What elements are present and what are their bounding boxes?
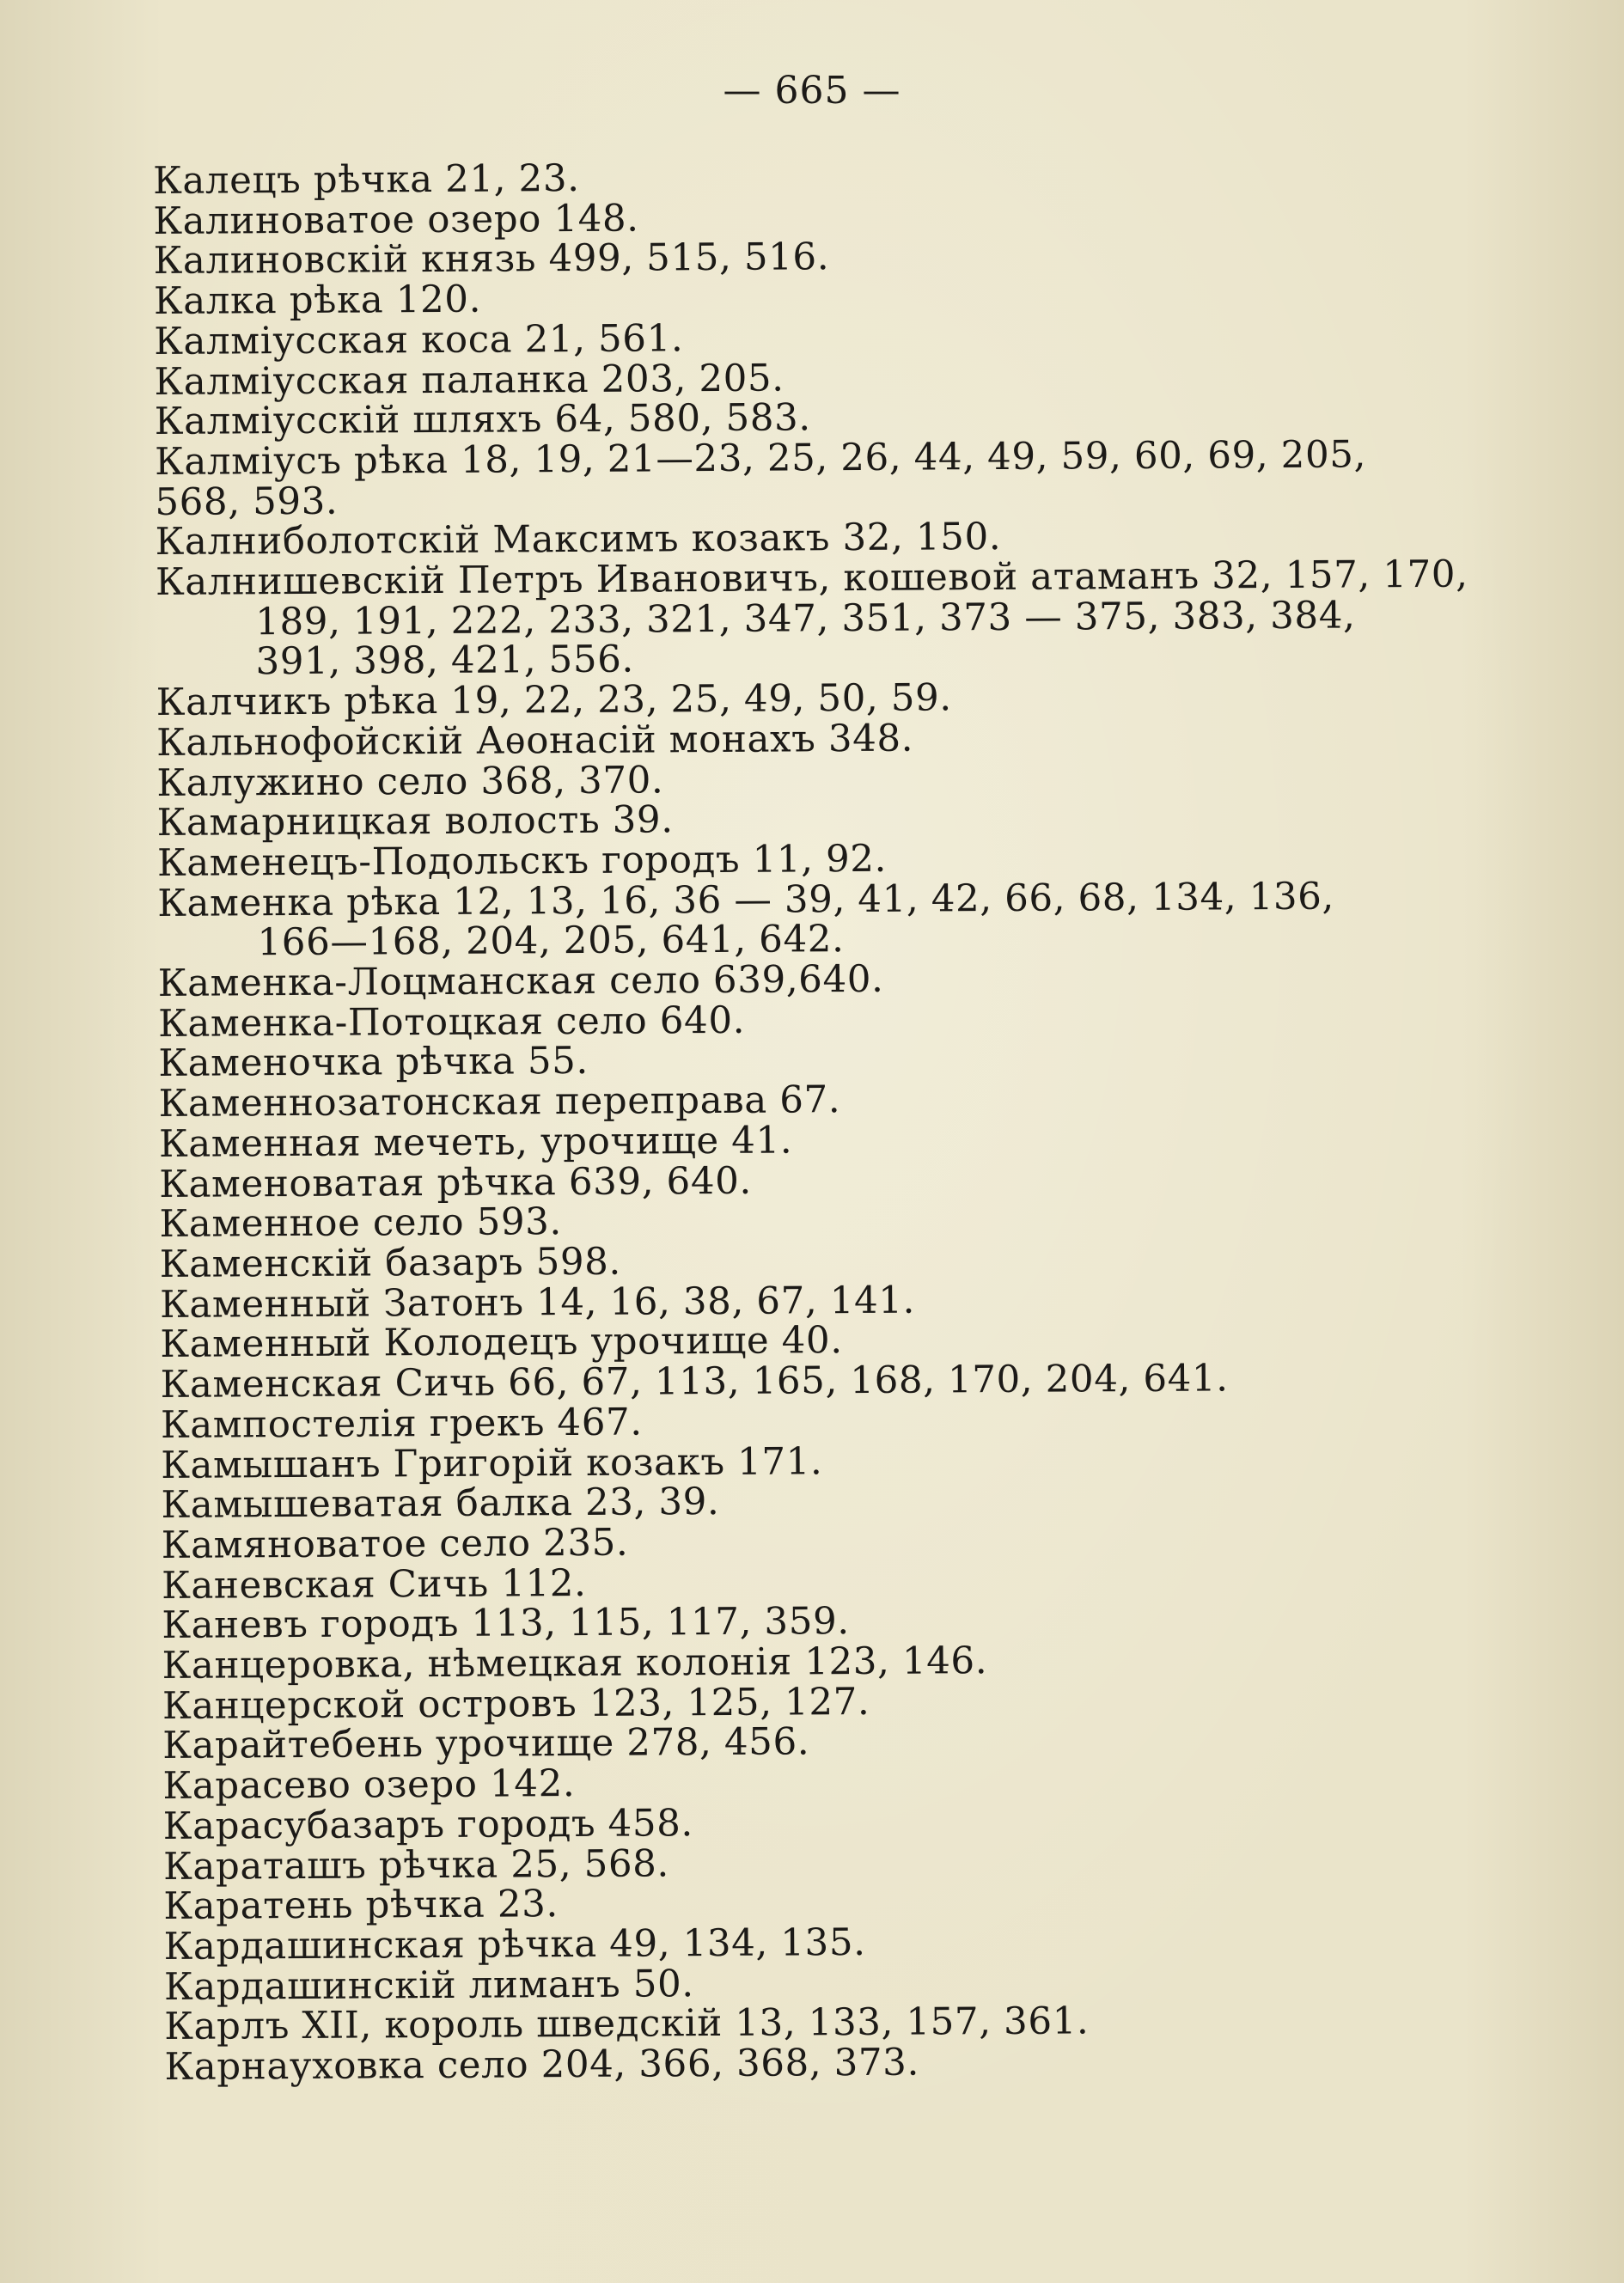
index-entry: Каменочка рѣчка 55. (158, 1040, 589, 1086)
index-entry: Каменнозатонская переправа 67. (158, 1078, 841, 1126)
index-entry: Канцеровка, нѣмецкая колонія 123, 146. (162, 1639, 988, 1688)
index-entry: Кардашинскій лиманъ 50. (163, 1962, 694, 2009)
index-entry: Каменскій базаръ 598. (159, 1240, 622, 1286)
page-number: — 665 — (723, 69, 901, 113)
index-entry: Каменецъ-Подольскъ городъ 11, 92. (156, 837, 888, 885)
index-entry: Камышеватая балка 23, 39. (161, 1480, 720, 1528)
index-entry: Каменное село 593. (159, 1200, 563, 1247)
index-entry: Калміусская коса 21, 561. (154, 317, 684, 363)
index-entry: Каменка-Лоцманская село 639,640. (157, 957, 884, 1006)
index-entry: Канцерской островъ 123, 125, 127. (162, 1680, 870, 1728)
index-entry: Карлъ XII, король шведскій 13, 133, 157, 361. (164, 1999, 1090, 2049)
index-list (152, 154, 1468, 2090)
index-entry: Камарницкая волость 39. (156, 798, 674, 845)
index-entry-continuation: 189, 191, 222, 233, 321, 347, 351, 373 — 375, 383, 384, (255, 594, 1356, 644)
index-entry: Карнауховка село 204, 366, 368, 373. (164, 2041, 920, 2090)
index-entry: Калміусъ рѣка 18, 19, 21—23, 25, 26, 44, 49, 59, 60, 69, 205, (154, 433, 1367, 484)
index-entry: Каратень рѣчка 23. (163, 1883, 559, 1929)
index-entry: Каневъ городъ 113, 115, 117, 359. (162, 1600, 850, 1648)
index-entry: Карайтебень урочище 278, 456. (162, 1720, 810, 1768)
index-entry: Калка рѣка 120. (153, 278, 482, 324)
index-entry: Калужино село 368, 370. (156, 758, 664, 805)
index-entry: Калчикъ рѣка 19, 22, 23, 25, 49, 50, 59. (156, 676, 952, 725)
index-entry: Калнишевскій Петръ Ивановичъ, кошевой атаманъ 32, 157, 170, (155, 552, 1468, 605)
index-entry: Каменская Сичь 66, 67, 113, 165, 168, 170, 204, 641. (160, 1357, 1229, 1407)
index-entry: Кампостелія грекъ 467. (160, 1401, 643, 1447)
index-entry: Каменка рѣка 12, 13, 16, 36 — 39, 41, 42, 66, 68, 134, 136, (157, 875, 1335, 925)
index-entry: Камышанъ Григорій козакъ 171. (161, 1439, 823, 1487)
index-entry: Каменка-Потоцкая село 640. (157, 998, 746, 1046)
index-entry: Каменный Затонъ 14, 16, 38, 67, 141. (159, 1279, 916, 1327)
index-entry: Карасубазаръ городъ 458. (162, 1802, 694, 1848)
index-entry: Калиноватое озеро 148. (153, 197, 639, 243)
index-entry: Каменоватая рѣчка 639, 640. (159, 1159, 753, 1206)
index-entry: Карасево озеро 142. (162, 1762, 576, 1809)
index-entry-continuation: 568, 593. (155, 479, 339, 524)
index-entry: Калміусскій шляхъ 64, 580, 583. (154, 396, 811, 444)
index-entry: Калецъ рѣчка 21, 23. (152, 156, 580, 203)
index-entry: Каменный Колодецъ урочище 40. (160, 1319, 843, 1367)
index-entry-continuation: 166—168, 204, 205, 641, 642. (257, 918, 845, 965)
index-entry: Каменная мечеть, урочище 41. (158, 1119, 793, 1166)
index-entry-continuation: 391, 398, 421, 556. (255, 638, 635, 684)
index-entry: Камяноватое село 235. (161, 1521, 629, 1567)
index-entry: Караташъ рѣчка 25, 568. (162, 1841, 670, 1889)
index-entry: Калміусская паланка 203, 205. (154, 357, 785, 404)
index-entry: Кардашинская рѣчка 49, 134, 135. (163, 1920, 866, 1969)
index-entry: Каневская Сичь 112. (161, 1561, 587, 1608)
index-entry: Калниболотскій Максимъ козакъ 32, 150. (155, 516, 1002, 565)
index-entry: Кальнофойскій Аѳонасій монахъ 348. (156, 717, 914, 765)
index-entry: Калиновскій князь 499, 515, 516. (153, 235, 830, 284)
